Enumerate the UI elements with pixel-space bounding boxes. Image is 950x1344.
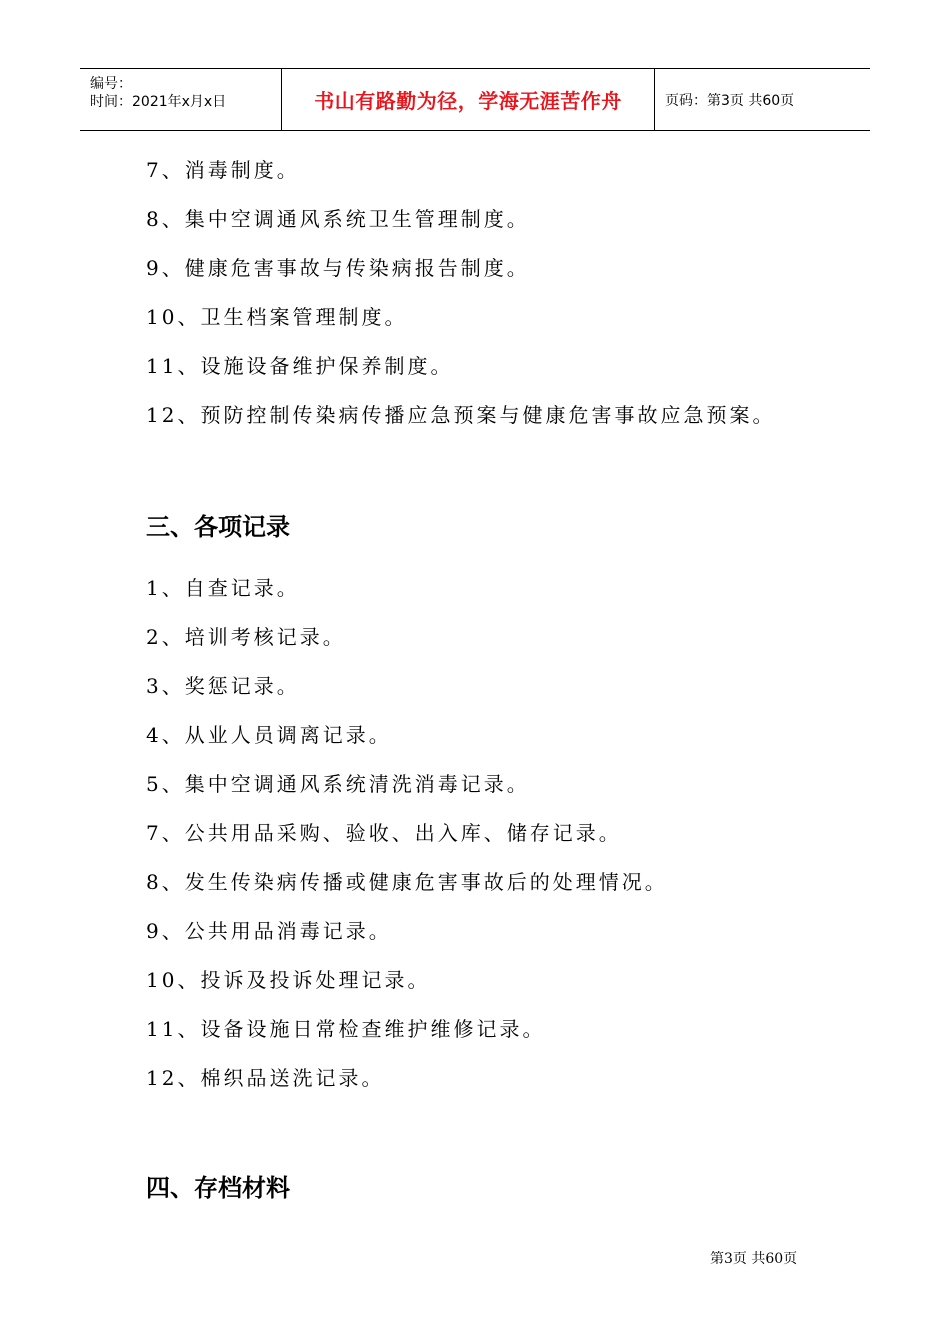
list-item: 11、设施设备维护保养制度。 (146, 354, 454, 378)
list-item: 12、棉织品送洗记录。 (146, 1066, 385, 1090)
list-item: 9、公共用品消毒记录。 (146, 919, 392, 943)
list-item: 8、集中空调通风系统卫生管理制度。 (146, 207, 530, 231)
section-heading-archive: 四、存档材料 (146, 1174, 290, 1202)
header-page-cell (655, 69, 870, 130)
section-heading-records: 三、各项记录 (146, 513, 290, 541)
header-page-number: 页码：第3页 共60页 (665, 92, 795, 109)
header-meta-cell (80, 69, 282, 130)
list-item: 10、投诉及投诉处理记录。 (146, 968, 431, 992)
header-motto-cell (282, 69, 655, 130)
list-item: 7、消毒制度。 (146, 158, 300, 182)
list-item: 1、自查记录。 (146, 576, 300, 600)
list-item: 3、奖惩记录。 (146, 674, 300, 698)
list-item: 5、集中空调通风系统清洗消毒记录。 (146, 772, 530, 796)
list-item: 11、设备设施日常检查维护维修记录。 (146, 1017, 546, 1041)
list-item: 8、发生传染病传播或健康危害事故后的处理情况。 (146, 870, 668, 894)
page-header (80, 68, 870, 131)
document-number-label: 编号： (90, 76, 132, 92)
page-footer: 第3页 共60页 (710, 1251, 798, 1267)
list-item: 2、培训考核记录。 (146, 625, 346, 649)
list-item: 12、预防控制传染病传播应急预案与健康危害事故应急预案。 (146, 403, 776, 427)
list-item: 10、卫生档案管理制度。 (146, 305, 408, 329)
document-date-label: 时间：2021年x月x日 (90, 94, 227, 110)
list-item: 4、从业人员调离记录。 (146, 723, 392, 747)
header-motto: 书山有路勤为径，学海无涯苦作舟 (314, 89, 622, 113)
list-item: 9、健康危害事故与传染病报告制度。 (146, 256, 530, 280)
list-item: 7、公共用品采购、验收、出入库、储存记录。 (146, 821, 622, 845)
